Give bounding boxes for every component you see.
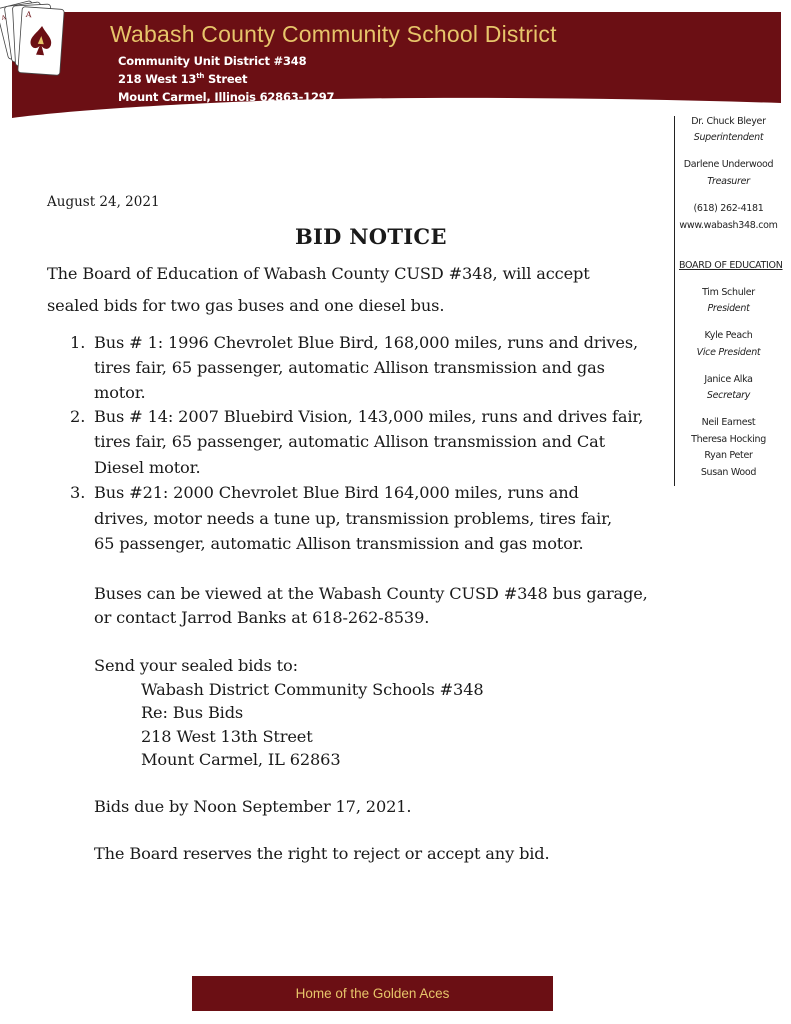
list-item-line: motor. [94, 383, 146, 402]
list-item-line: Diesel motor. [94, 458, 201, 477]
viewing-info-line: Buses can be viewed at the Wabash County CUSD #348 bus garage, [94, 584, 648, 603]
secretary-title-text: Secretary [706, 390, 751, 401]
list-item-line: 65 passenger, automatic Allison transmission and gas motor. [94, 534, 584, 553]
footer-motto-bar [192, 976, 553, 1011]
president-title-text: President [707, 303, 750, 314]
mailing-address-line: Re: Bus Bids [141, 703, 244, 722]
superintendent-title-text: Superintendent [693, 132, 764, 143]
street-address [118, 72, 247, 86]
district-name: Wabash County Community School District [110, 21, 557, 47]
list-item-number: 1. [70, 333, 86, 352]
send-bids-heading: Send your sealed bids to: [94, 656, 298, 675]
svg-text:A: A [25, 9, 32, 20]
list-item-line: Bus # 14: 2007 Bluebird Vision, 143,000 miles, runs and drives fair, [94, 407, 644, 426]
street-address-suffix: th [196, 72, 205, 81]
district-number: Community Unit District #348 [118, 54, 307, 68]
list-item-line: drives, motor needs a tune up, transmission problems, tires fair, [94, 509, 612, 528]
list-item-number: 3. [70, 483, 86, 502]
board-member: Neil Earnest [701, 417, 756, 428]
list-item-line: Bus # 1: 1996 Chevrolet Blue Bird, 168,000 miles, runs and drives, [94, 333, 638, 352]
district-website: www.wabash348.com [679, 220, 778, 231]
street-address-name: Street [204, 72, 248, 86]
vice-president-name: Kyle Peach [704, 330, 753, 341]
mailing-address-line: 218 West 13th Street [141, 727, 313, 746]
intro-line: The Board of Education of Wabash County CUSD #348, will accept [47, 264, 590, 283]
superintendent-title [679, 132, 778, 143]
reservation-statement: The Board reserves the right to reject or accept any bid. [94, 844, 550, 863]
treasurer-title-text: Treasurer [707, 176, 750, 187]
president-name: Tim Schuler [702, 287, 755, 298]
bid-deadline: Bids due by Noon September 17, 2021. [94, 797, 412, 816]
board-member: Ryan Peter [704, 450, 753, 461]
vice-president-title-text: Vice President [696, 347, 761, 358]
notice-title: BID NOTICE [295, 224, 447, 249]
secretary-name: Janice Alka [704, 374, 753, 385]
letterhead-banner [0, 0, 791, 125]
president-title [679, 303, 778, 314]
notice-date: August 24, 2021 [47, 194, 160, 210]
viewing-info-line: or contact Jarrod Banks at 618-262-8539. [94, 608, 430, 627]
list-item-line: tires fair, 65 passenger, automatic Allison transmission and gas [94, 358, 605, 377]
board-member: Susan Wood [700, 467, 757, 478]
list-item-number: 2. [70, 407, 86, 426]
secretary-title [679, 390, 778, 401]
footer-motto: Home of the Golden Aces [295, 986, 450, 1001]
treasurer-title [679, 176, 778, 187]
board-heading: BOARD OF EDUCATION [679, 260, 783, 271]
mailing-address-line: Wabash District Community Schools #348 [141, 680, 484, 699]
street-address-number: 218 West 13 [118, 72, 197, 86]
svg-text:A: A [0, 14, 7, 22]
mailing-address-line: Mount Carmel, IL 62863 [141, 750, 341, 769]
list-item-line: tires fair, 65 passenger, automatic Allison transmission and Cat [94, 432, 605, 451]
sidebar-directory [674, 116, 783, 486]
vice-president-title [679, 347, 778, 358]
treasurer-name: Darlene Underwood [683, 159, 774, 170]
board-member: Theresa Hocking [691, 434, 766, 445]
list-item-line: Bus #21: 2000 Chevrolet Blue Bird 164,000 miles, runs and [94, 483, 579, 502]
superintendent-name: Dr. Chuck Bleyer [691, 116, 766, 127]
district-phone: (618) 262-4181 [693, 203, 764, 214]
city-state-zip: Mount Carmel, Illinois 62863-1297 [118, 90, 335, 104]
playing-cards-logo [0, 0, 66, 78]
intro-line: sealed bids for two gas buses and one diesel bus. [47, 296, 445, 315]
